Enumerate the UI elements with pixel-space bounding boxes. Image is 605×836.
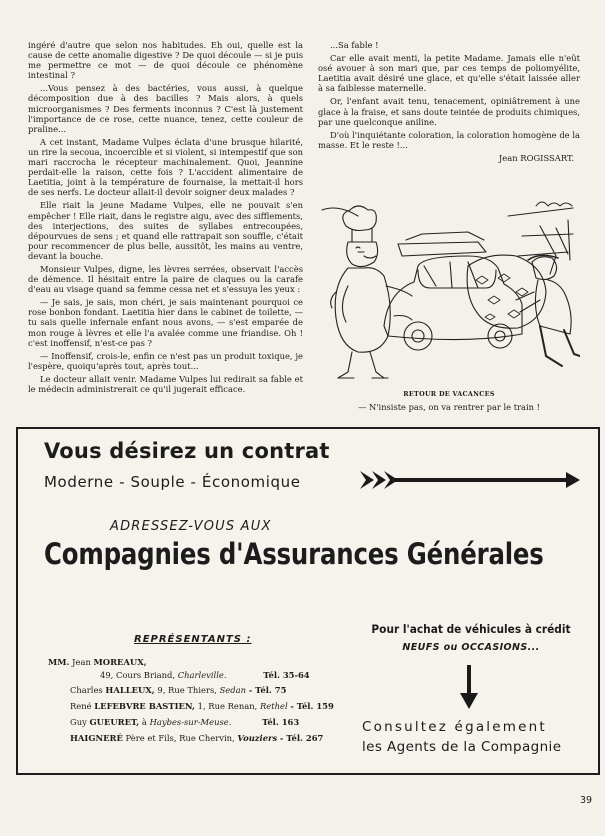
ad-credit-line: Pour l'achat de véhicules à crédit	[371, 622, 571, 636]
article-right-column	[318, 40, 580, 163]
article-paragraph: Or, l'enfant avait tenu, tenacement, opiniâtrement à une glace à la fraise, et sans doute teintée de produits chimiques, par une quelconque aniline.	[318, 96, 580, 127]
article-paragraph: — Je sais, je sais, mon chéri, je sais maintenant pourquoi ce rose bonbon fondant. Laetitia hier dans le cabinet de toilette, — tu sais quelle infernale enfant nous avons, — s'est emparée de mon rouge à lèvres et elle l'a avalée comme une friandise. Oh ! c'est inoffensif, n'est-ce pas ?	[28, 297, 303, 348]
cartoon-line	[322, 208, 358, 216]
insurance-advertisement	[16, 427, 600, 775]
ad-headline: Vous désirez un contrat	[44, 439, 330, 463]
article-paragraph: — Inoffensif, crois-le, enfin ce n'est pas un produit toxique, je l'espère, quoiqu'après tout, après tout...	[28, 350, 303, 371]
article-paragraph: ingéré d'autre que selon nos habitudes. Eh oui, quelle est la cause de cette anomalie digestive ? De quoi découle — si je puis me permettre ce mot — de quoi découle ce phénomène intestinal ?	[28, 40, 303, 81]
ad-subline: Moderne - Souple - Économique	[44, 473, 301, 491]
list-item: 49, Cours Briand, Charleville. Tél. 35-64	[100, 670, 310, 680]
chef-hat	[343, 206, 377, 231]
cartoon-caption-text: — N'insiste pas, on va rentrer par le train !	[358, 402, 540, 412]
article-paragraph: ...Vous pensez à des bactéries, vous aussi, à quelque décomposition due à des bacilles ? Mais alors, à quels microorganismes ? Des ferments inconnus ? C'est là justement l'importance de ce rose, cette nuance, tenez, cette couleur de praline...	[28, 83, 303, 134]
ad-neufs-line: NEUFS ou OCCASIONS...	[402, 642, 540, 653]
list-item: René LEFEBVRE BASTIEN, 1, Rue Renan, Rethel - Tél. 159	[70, 701, 334, 711]
article-paragraph: A cet instant, Madame Vulpes éclata d'une brusque hilarité, un rire la secoua, incoercible et si violent, si intempestif que son mari raccrocha le récepteur machinalement. Quoi, Jeannine perdait-elle la raison, cette fois ? L'accident alimentaire de Laetitia, joint à la température de fournaise, la mettait-il hors de ses nerfs. Le docteur allait-il devoir soigner deux malades ?	[28, 136, 303, 198]
article-paragraph: D'où l'inquiétante coloration, la coloration homogène de la masse. Et le reste !...	[318, 129, 580, 150]
list-item: Charles HALLEUX, 9, Rue Thiers, Sedan - Tél. 75	[70, 685, 287, 695]
arrow-down-icon	[458, 665, 480, 709]
article-left-column	[28, 40, 303, 397]
ad-company-name: Compagnies d'Assurances Générales	[44, 537, 544, 571]
article-paragraph: Monsieur Vulpes, digne, les lèvres serrées, observait l'accès de démence. Il hésitait entre la paire de claques ou la carafe d'eau au visage quand sa femme cessa net et s'essuya les yeux :	[28, 263, 303, 295]
arrow-right-icon	[360, 469, 580, 491]
author-signature: Jean ROGISSART.	[498, 152, 574, 163]
vacation-cartoon	[318, 196, 580, 386]
article-paragraph: ...Sa fable !	[330, 40, 379, 50]
ad-agents-line: les Agents de la Compagnie	[362, 739, 562, 755]
ad-address-line: ADRESSEZ-VOUS AUX	[110, 519, 272, 534]
list-item: HAIGNERÉ Père et Fils, Rue Chervin, Vouziers - Tél. 267	[70, 733, 324, 743]
cartoon-caption-title: RETOUR DE VACANCES	[403, 390, 495, 398]
article-paragraph: Car elle avait menti, la petite Madame. Jamais elle n'eût osé avouer à son mari que, par ces temps de poliomyélite, Laetitia avait désiré une glace, et qu'elle s'était laissée aller à sa faiblesse maternelle.	[318, 53, 580, 94]
list-item: MM. Jean MOREAUX,	[48, 657, 147, 667]
chef-body	[335, 268, 390, 353]
article-paragraph: Elle riait la jeune Madame Vulpes, elle ne pouvait s'en empêcher ! Elle riait, dans le registre aigu, avec des sifflements, des interjections, des suites de syllabes entrecoupées, dépourvues de sens ; et quand elle rattrapait son souffle, c'était pour recommencer de plus belle, aussitôt, les mains au ventre, devant la bouche.	[28, 200, 303, 261]
ad-representatives-title: REPRÉSENTANTS :	[134, 634, 252, 645]
car-wheel	[404, 322, 432, 350]
page-number: 39	[580, 795, 593, 806]
chef-head	[347, 242, 378, 267]
list-item: Guy GUEURET, à Haybes-sur-Meuse. Tél. 163	[70, 717, 300, 727]
ad-consult-line: Consultez également	[362, 719, 547, 735]
roof-rack	[398, 242, 486, 256]
article-paragraph: Le docteur allait venir. Madame Vulpes lui redirait sa fable et le médecin administrerait ce qu'il jugerait efficace.	[28, 373, 303, 394]
